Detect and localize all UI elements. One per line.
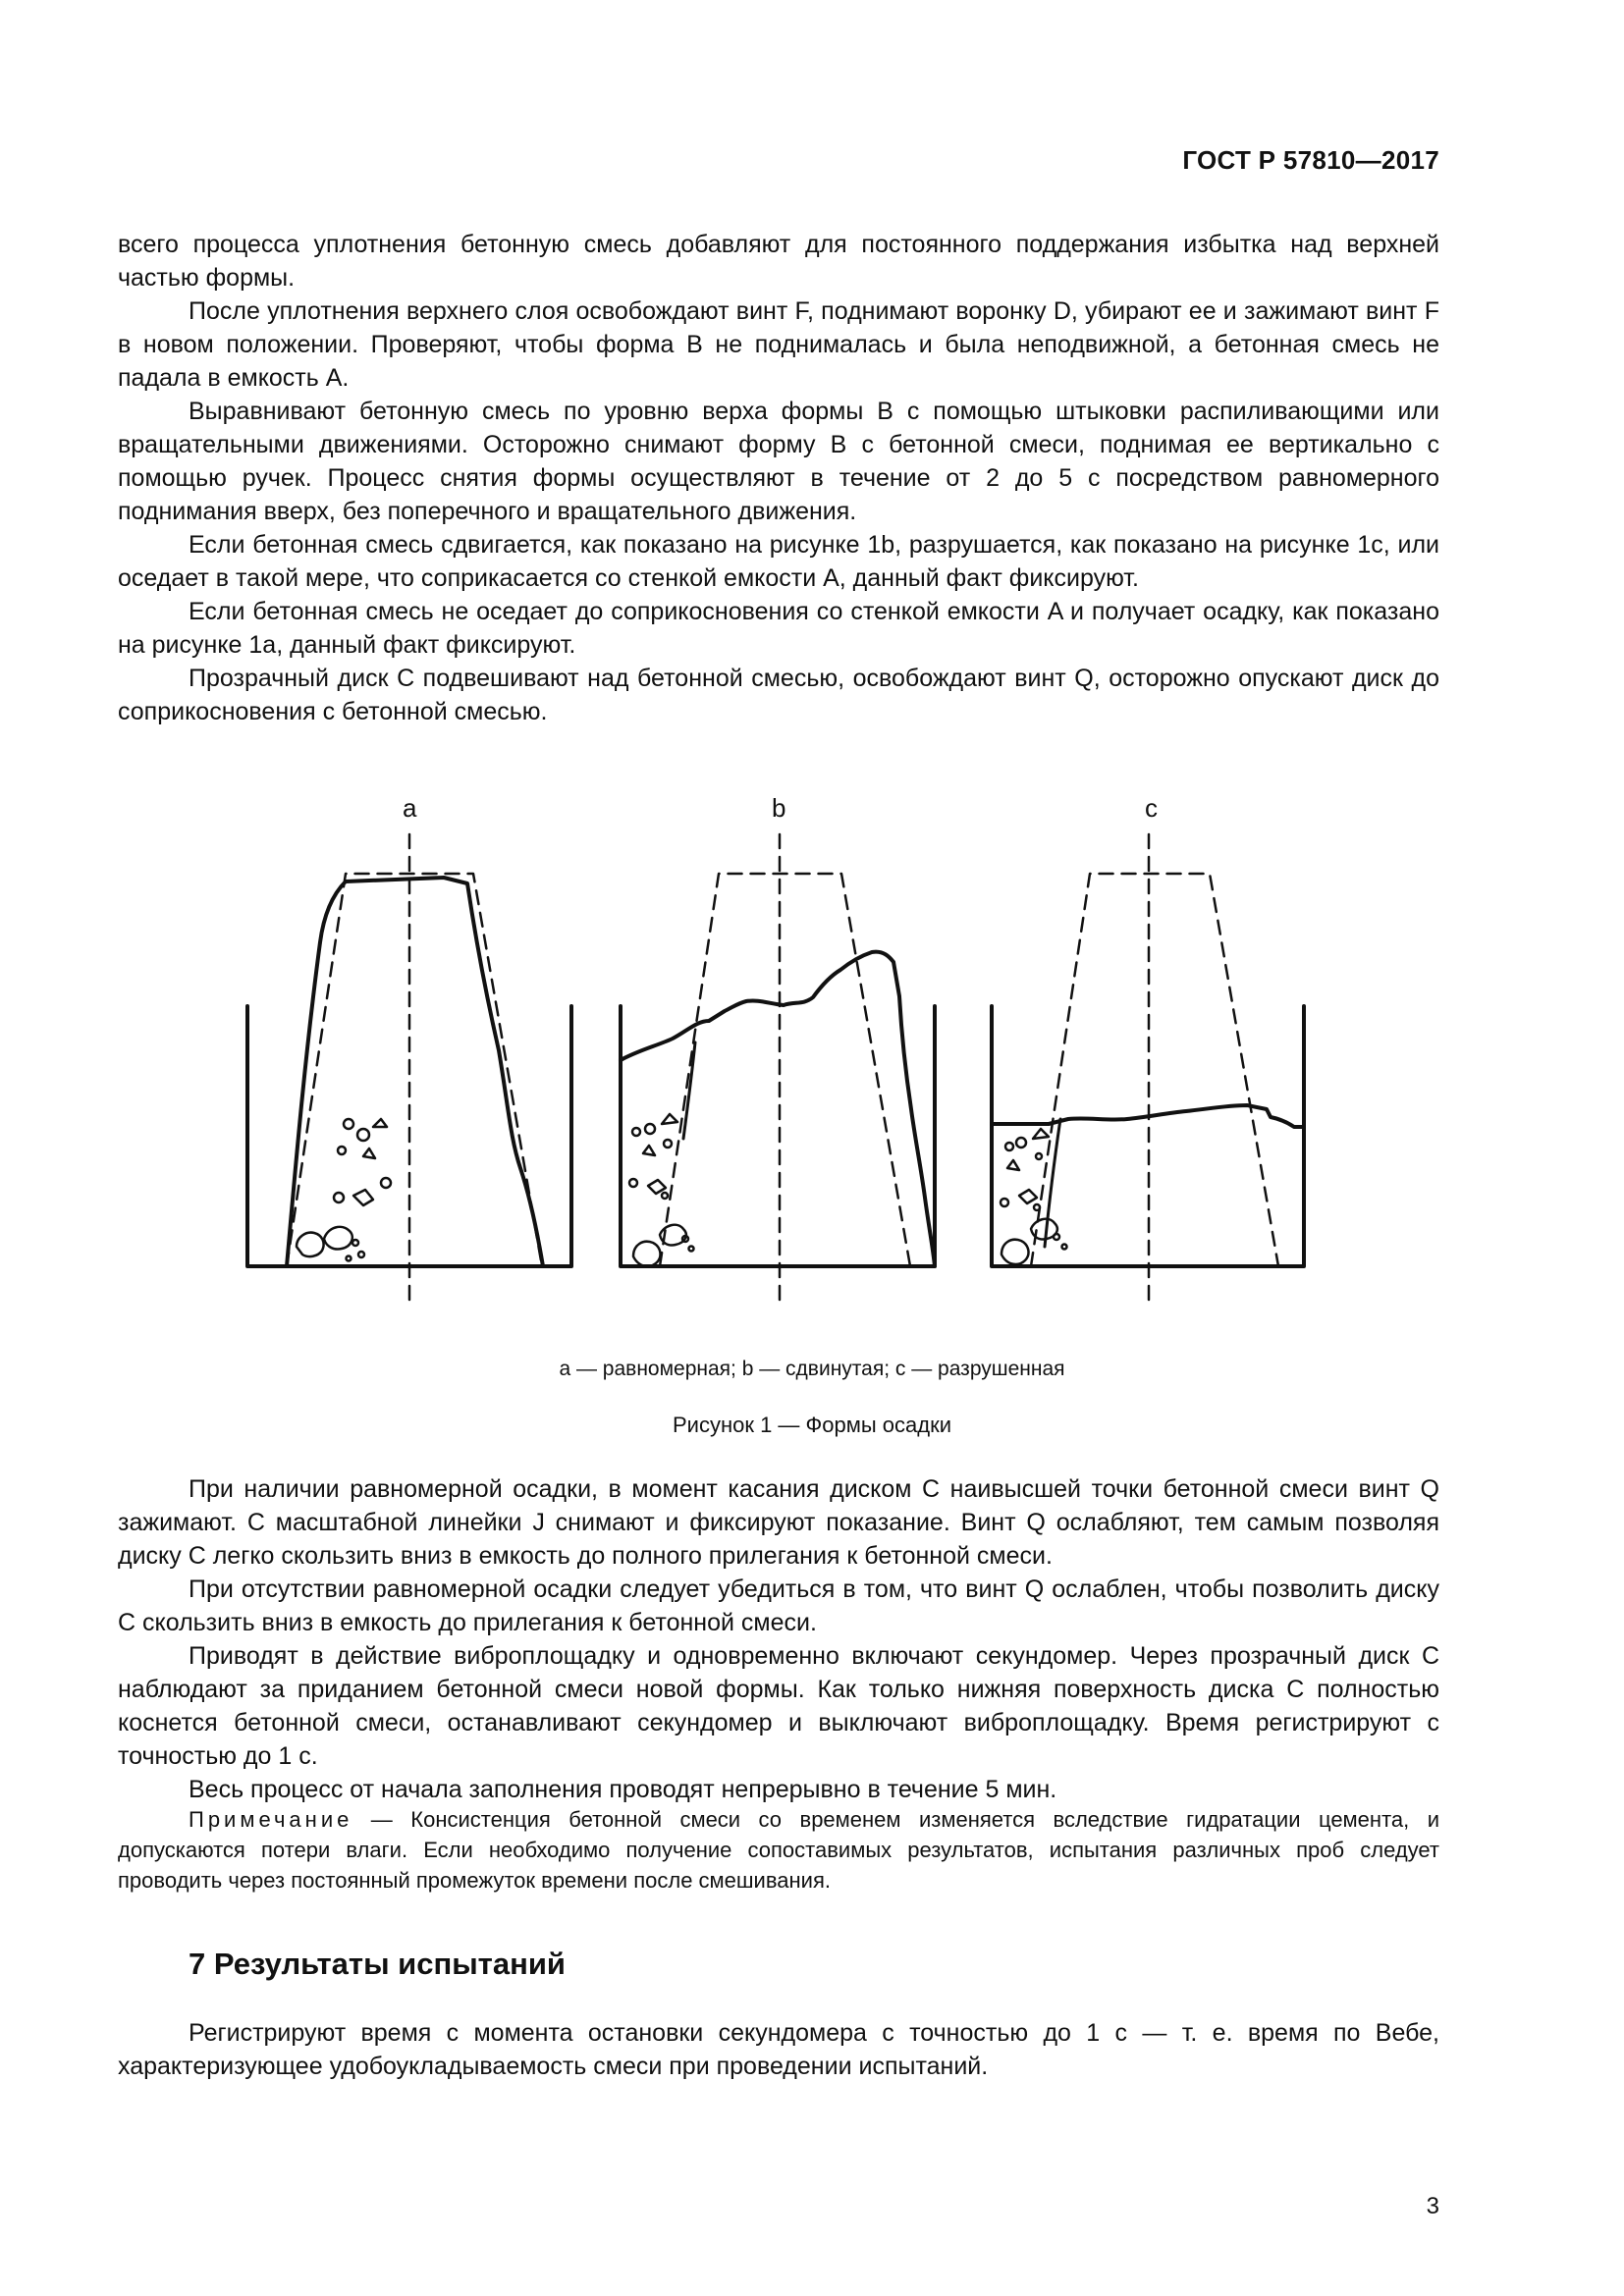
paragraph: Выравнивают бетонную смесь по уровню верха формы B с помощью штыковки распиливающими или вращательными движениями. Осторожно снимают форму B с бетонной смеси, поднимая ее вертикально с помощью ручек. Процесс снятия формы осуществляют в течение от 2 до 5 с посредством равномерного поднимания вверх, без поперечного и вращательного движения. (118, 398, 1439, 525)
slump-shapes-figure (226, 785, 1335, 1315)
paragraph: Если бетонная смесь сдвигается, как показано на рисунке 1b, разрушается, как показано на рисунке 1c, или оседает в такой мере, что соприкасается со стенкой емкости A, данный факт фиксируют. (118, 531, 1439, 592)
body-text-section7 (118, 2016, 1439, 2083)
paragraph: После уплотнения верхнего слоя освобождают винт F, поднимают воронку D, убирают ее и зажимают винт F в новом положении. Проверяют, чтобы форма B не поднималась и была неподвижной, а бетонная смесь не падала в емкость A. (118, 297, 1439, 392)
panel-c (992, 834, 1304, 1306)
paragraph: При отсутствии равномерной осадки следует убедиться в том, что винт Q ослаблен, чтобы позволить диску C скользить вниз в емкость до прилегания к бетонной смеси. (118, 1575, 1439, 1636)
paragraph: Приводят в действие виброплощадку и одновременно включают секундомер. Через прозрачный диск C наблюдают за приданием бетонной смеси новой формы. Как только нижняя поверхность диска C полностью коснется бетонной смеси, останавливают секундомер и выключают виброплощадку. Время регистрируют с точностью до 1 с. (118, 1642, 1439, 1770)
figure-label-a: a (403, 793, 417, 823)
panel-b (621, 834, 935, 1306)
paragraph: Прозрачный диск C подвешивают над бетонной смесью, освобождают винт Q, осторожно опускают диск до соприкосновения с бетонной смесью. (118, 665, 1439, 725)
document-id: ГОСТ Р 57810—2017 (1182, 145, 1439, 175)
figure-label-b: b (772, 793, 786, 823)
paragraph: Весь процесс от начала заполнения проводят непрерывно в течение 5 мин. (189, 1776, 1057, 1803)
paragraph: всего процесса уплотнения бетонную смесь добавляют для постоянного поддержания избытка над верхней частью формы. (118, 231, 1439, 292)
body-text-middle (118, 1472, 1439, 1806)
paragraph: Регистрируют время с момента остановки секундомера с точностью до 1 с — т. е. время по Вебе, характеризующее удобоукладываемость смеси при проведении испытаний. (118, 2019, 1439, 2080)
paragraph: При наличии равномерной осадки, в момент касания диском C наивысшей точки бетонной смеси винт Q зажимают. С масштабной линейки J снимают и фиксируют показание. Винт Q ослабляют, тем самым позволяя диску C легко скользить вниз в емкость до полного прилегания к бетонной смеси. (118, 1475, 1439, 1570)
page-number: 3 (1426, 2193, 1439, 2219)
section-title: 7 Результаты испытаний (189, 1947, 566, 1981)
panel-a (247, 834, 571, 1306)
note-text: — Консистенция бетонной смеси со временем изменяется вследствие гидратации цемента, и допускаются потери влаги. Если необходимо получение сопоставимых результатов, испытания различных проб следует проводить через постоянный промежуток времени после смешивания. (118, 1807, 1439, 1893)
note-block (118, 1804, 1439, 1896)
note-label: Примечание (189, 1807, 353, 1832)
paragraph: Если бетонная смесь не оседает до соприкосновения со стенкой емкости A и получает осадку, как показано на рисунке 1a, данный факт фиксируют. (118, 598, 1439, 659)
figure-legend: a — равномерная; b — сдвинутая; c — разрушенная (559, 1358, 1065, 1380)
figure-label-c: c (1145, 793, 1158, 823)
body-text-top (118, 228, 1439, 728)
figure-caption: Рисунок 1 — Формы осадки (672, 1413, 951, 1437)
